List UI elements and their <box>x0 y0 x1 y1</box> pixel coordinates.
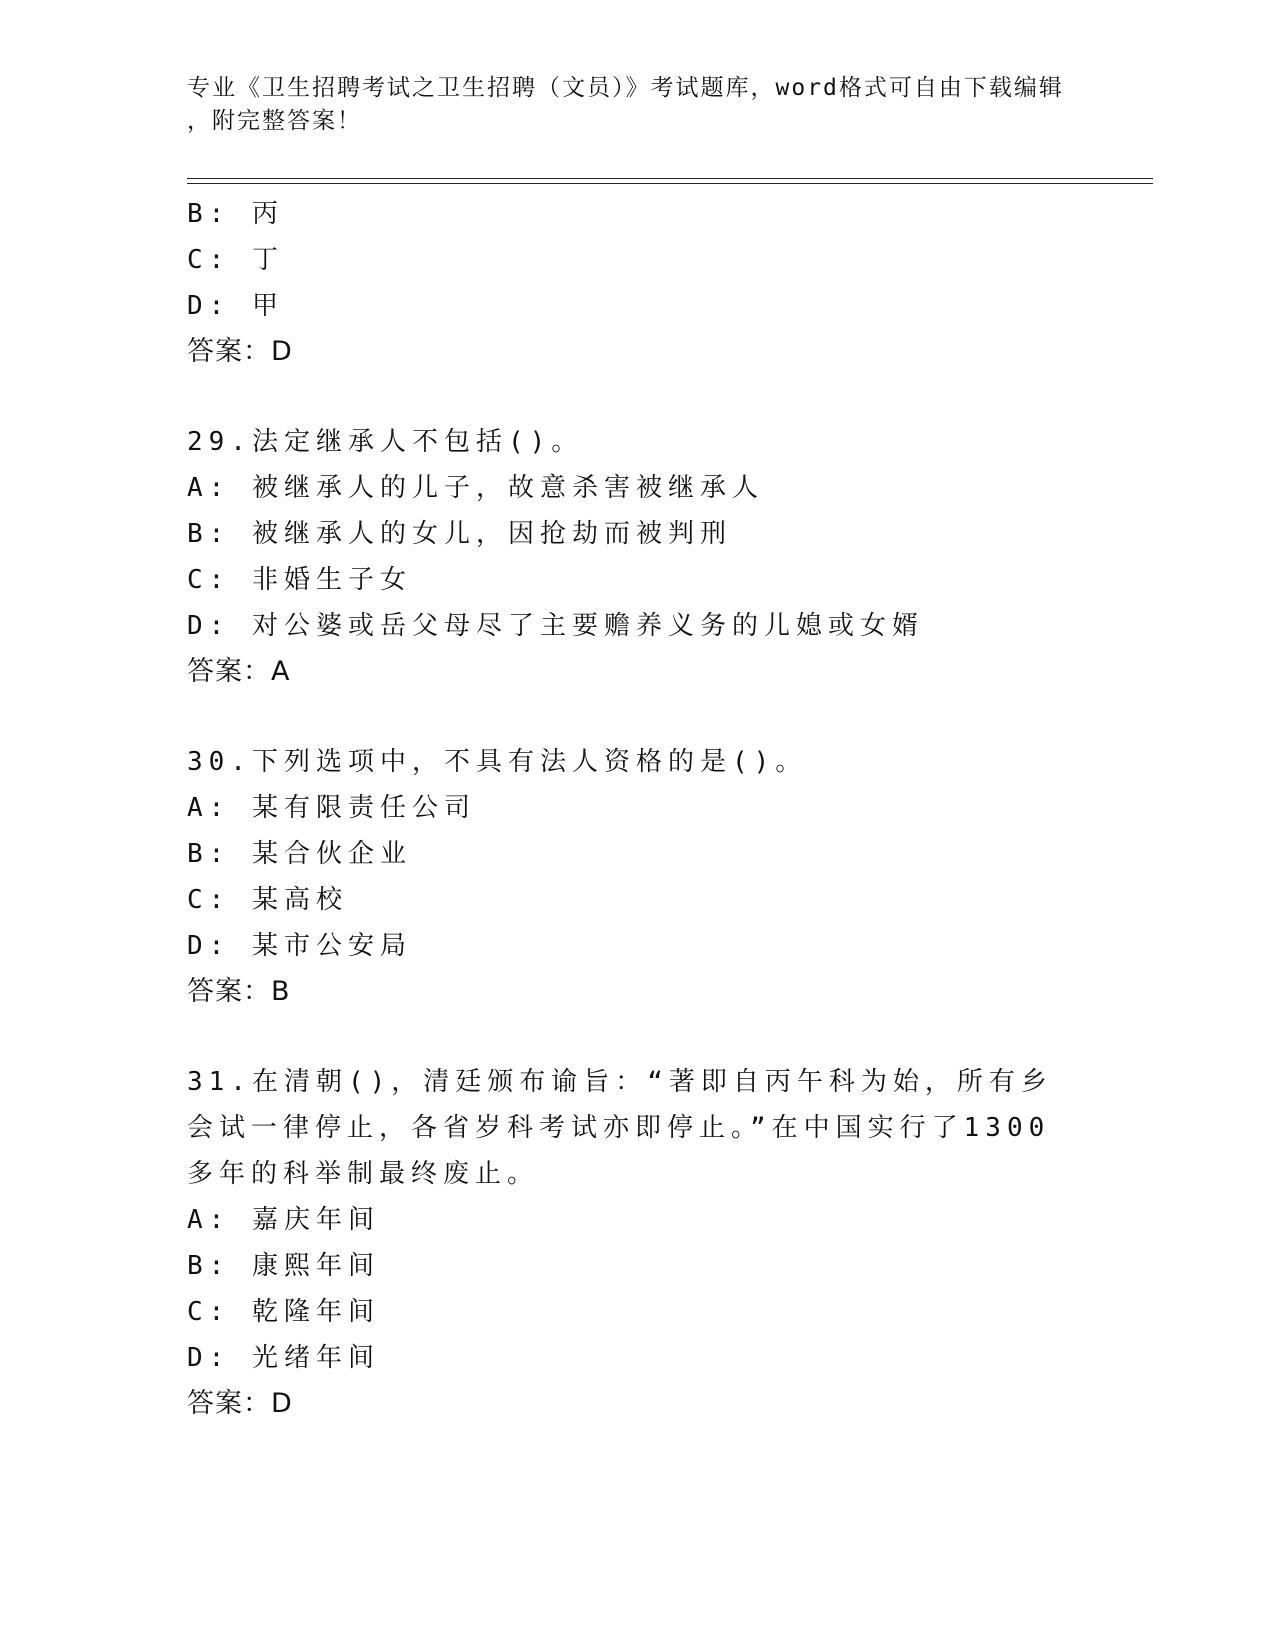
option-d: D: 对公婆或岳父母尽了主要赡养义务的儿媳或女婿 <box>187 611 924 641</box>
question-list <box>187 191 1087 1427</box>
previous-question-tail <box>187 191 1087 375</box>
question-text: 31.在清朝()，清廷颁布谕旨：“著即自丙午科为始，所有乡会试一律停止，各省岁科考试亦即停止。”在中国实行了1300多年的科举制最终废止。 <box>187 1067 1053 1189</box>
option-d: D: 光绪年间 <box>187 1343 380 1373</box>
question-text: 30.下列选项中，不具有法人资格的是()。 <box>187 747 808 777</box>
option-c: C: 某高校 <box>187 885 348 915</box>
question-text: 29.法定继承人不包括()。 <box>187 427 584 457</box>
option-d: D: 某市公安局 <box>187 931 412 961</box>
option-b: B: 丙 <box>187 199 284 229</box>
option-c: C: 乾隆年间 <box>187 1297 380 1327</box>
answer-line: 答案：B <box>187 976 291 1007</box>
document-header <box>187 72 1067 138</box>
option-a: A: 嘉庆年间 <box>187 1205 380 1235</box>
option-c: C: 非婚生子女 <box>187 565 412 595</box>
question-29 <box>187 419 1087 695</box>
question-31 <box>187 1059 1087 1427</box>
header-line-1: 专业《卫生招聘考试之卫生招聘（文员）》考试题库，word格式可自由下载编辑 <box>187 75 1064 101</box>
question-30 <box>187 739 1087 1015</box>
option-d: D: 甲 <box>187 291 284 321</box>
option-a: A: 某有限责任公司 <box>187 793 476 823</box>
option-a: A: 被继承人的儿子，故意杀害被继承人 <box>187 473 764 503</box>
answer-line: 答案：D <box>187 1388 293 1419</box>
option-b: B: 被继承人的女儿，因抢劫而被判刑 <box>187 519 732 549</box>
header-divider-top <box>187 178 1153 179</box>
option-b: B: 康熙年间 <box>187 1251 380 1281</box>
option-c: C: 丁 <box>187 245 284 275</box>
header-divider-bottom <box>187 183 1153 184</box>
header-line-2: ，附完整答案！ <box>187 108 362 134</box>
option-b: B: 某合伙企业 <box>187 839 412 869</box>
answer-line: 答案：A <box>187 656 291 687</box>
answer-line: 答案：D <box>187 336 293 367</box>
